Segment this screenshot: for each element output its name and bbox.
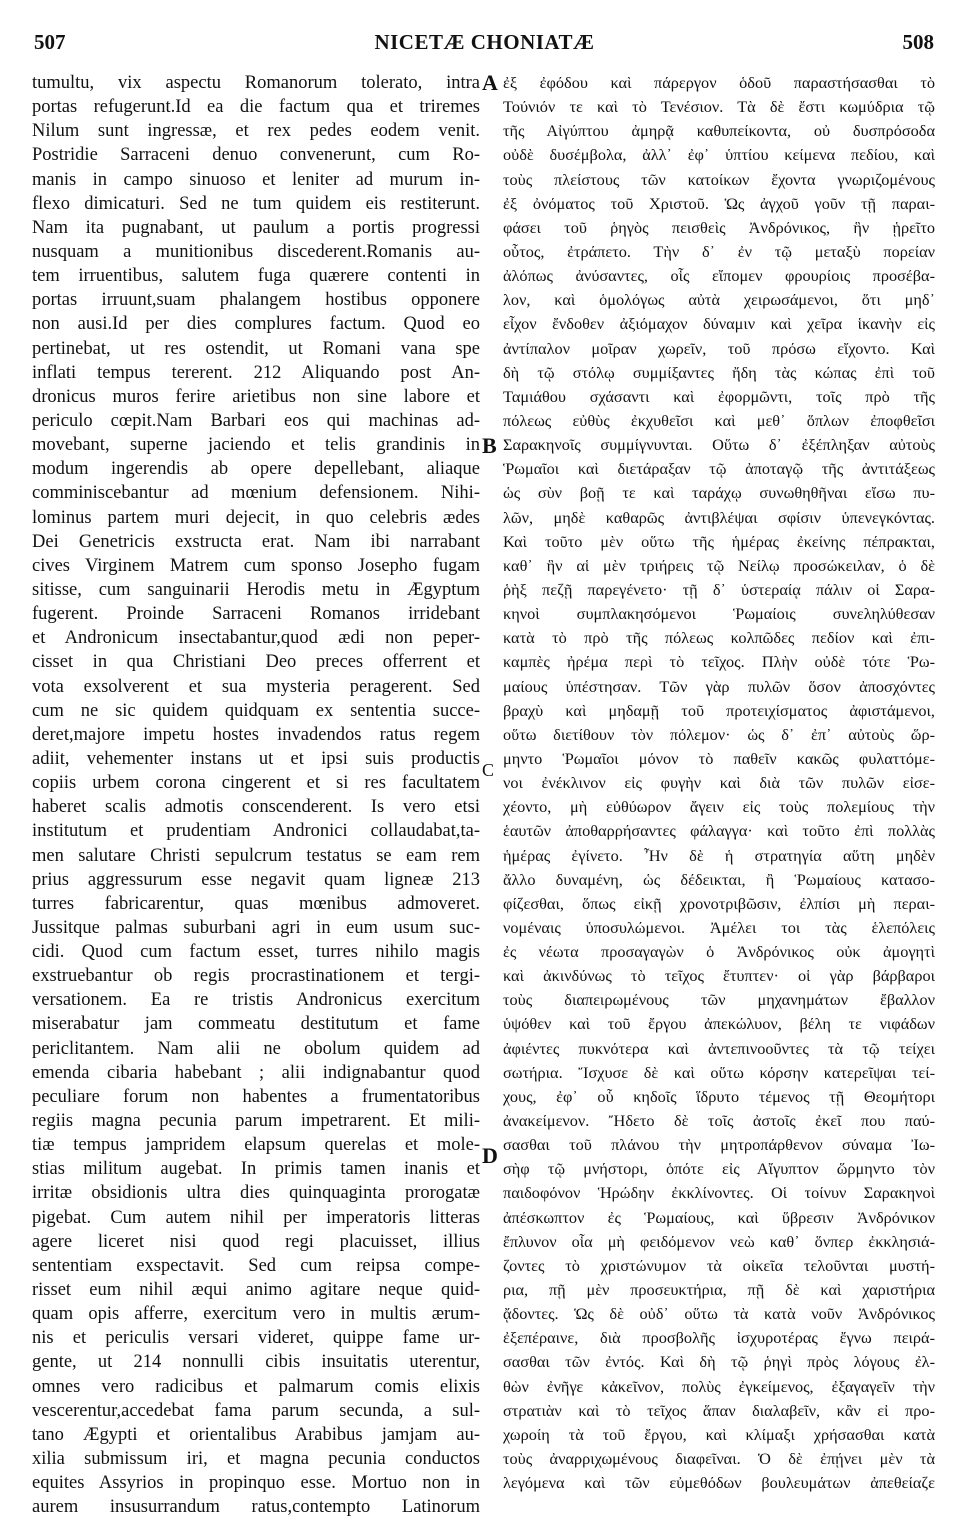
text-line: ἀντίπαλον μοῖραν χωρεῖν, τοῦ πρόσω εἴχοντο. Καὶ <box>503 338 935 358</box>
text-line: agere liceret nisi quod regi placuisset, illius <box>32 1231 480 1252</box>
text-line: σασθαι τοῦ πλάνου τὴν μητροπάρθενον σύναμα Ἰω- <box>503 1135 935 1155</box>
text-line: Jussitque palmas suburbani agri in eum usum suc- <box>32 917 480 938</box>
text-line: λον, καὶ ὁμολόγως αὐτὰ χειρωσάμενοι, ὅτι μηδ᾽ <box>503 290 935 310</box>
text-line: ρια, πῇ μὲν προσευκτήρια, πῇ δὲ καὶ χαριστήρια <box>503 1280 935 1300</box>
text-line: non ausi.Id per dies complures factum. Quod eo <box>32 314 480 335</box>
text-line: pigebat. Cum autem nihil per imperatoris litteras <box>32 1207 480 1228</box>
text-line: vescerentur,accedebat fama parum secunda, a sul- <box>32 1400 480 1421</box>
section-marker-a: A <box>482 70 498 95</box>
text-line: tumultu, vix aspectu Romanorum tolerato, intra <box>32 73 480 93</box>
text-line: flexo dimicaturi. Sed ne tum quidem eis restiterunt. <box>32 193 480 214</box>
text-line: οὕτω διετίθουν τὸν πόλεμον· ὡς δ᾽ ἐπ᾽ αὐτοὺς ὥρ- <box>503 724 935 744</box>
text-line: οὗτος, ἐτράπετο. Τὴν δ᾽ ἐν τῷ μεταξὺ πορείαν <box>503 241 935 261</box>
text-line: comminiscebantur ad mœnium defensionem. Nihi- <box>32 483 480 504</box>
text-line: ζοντες τὸ χριστώνυμον τὰ οἰκεῖα τελοῦνται μυστή- <box>503 1255 935 1275</box>
text-line: Postridie Sarraceni denuo convenerunt, cum Ro- <box>32 145 480 166</box>
running-title: NICETÆ CHONIATÆ <box>374 30 595 54</box>
text-line: risset eum nihil æqui animo agitare neque quid- <box>32 1280 480 1301</box>
text-line: Σαρακηνοῖς συμμίγνυνται. Οὕτω δ᾽ ἐξέπληξαν αὐτοὺς <box>503 435 935 455</box>
text-line: Ῥωμαῖοι καὶ διετάραξαν τῷ ἀποταγῷ τῆς ἀντιτάξεως <box>503 459 935 479</box>
text-line: omnes vero radicibus et palmarum comis elixis <box>32 1376 480 1397</box>
text-line: ἐς νέωτα προσαγαγὼν ὁ Ἀνδρόνικος οὐκ ἀμογητὶ <box>503 942 935 962</box>
text-line: dronicus muros ferire arietibus non sine labore et <box>32 386 480 407</box>
text-line: σωτήρια. Ἴσχυσε δὲ καὶ οὕτω κόρσην κατερεῖψαι τεί- <box>503 1062 935 1082</box>
text-line: cives Virginem Matrem cum sponso Josepho fugam <box>32 555 480 576</box>
text-line: ᾄδοντες. Ὡς δὲ οὐδ᾽ οὕτω τὰ κατὰ νοῦν Ἀνδρόνικος <box>503 1304 935 1324</box>
text-line: τοὺς πλείστους τῶν κατοίκων ἔχοντα γνωριζομένους <box>503 169 935 189</box>
text-line: πόλεως εὐθὺς ἐκχυθεῖσι καὶ μεθ᾽ ὅπλων ἐποφθεῖσι <box>503 410 935 430</box>
text-line: κατὰ τὸ πρὸ τῆς πόλεως κολπῶδες πεδίον καὶ ἐπι- <box>503 628 935 648</box>
text-line: sitisse, cum sanguinarii Herodis metu in Ægyptum <box>32 579 480 600</box>
text-line: pertinebat, ut res ostendit, ut Romani vana spe <box>32 338 480 359</box>
text-line: χωροίη τὰ τοῦ ἔργου, καὶ κλίμαξι χρήσασθαι κατὰ <box>503 1424 935 1444</box>
text-line: ἀπέσκωπτον ἐς Ῥωμαίους, καὶ ὕβρεσιν Ἀνδρόνικον <box>503 1207 935 1227</box>
text-line: adiit, vehementer instans ut et ipsi suis productis <box>32 748 480 769</box>
text-line: tiæ tempus jampridem elapsum querelas et mole- <box>32 1135 480 1156</box>
text-line: versationem. Ea re tristis Andronicus exercitum <box>32 990 480 1011</box>
page-header <box>0 30 969 60</box>
text-line: μαίους ὑπέστησαν. Τῶν γὰρ πυλῶν ὅσον ἀποσχόντες <box>503 676 935 696</box>
text-line: λεγόμενα καὶ τῶν εὐμεθόδων βουλευμάτων ἀπεθείαζε <box>503 1473 935 1493</box>
text-line: exstruebantur ob regis procrastinationem et tergi- <box>32 966 480 987</box>
text-line: σὴφ τῷ μνήστορι, ὁπότε εἰς Αἴγυπτον ὥρμηντο τὸν <box>503 1159 935 1179</box>
text-line: tem irruentibus, salutem fuga quærere contenti in <box>32 266 480 287</box>
text-line: nusquam a munitionibus discederent.Romanis au- <box>32 241 480 262</box>
text-line: ἐξεπέραινε, διὰ προσβολῆς ἰσχυροτέρας ἔγνω πειρά- <box>503 1328 935 1348</box>
text-line: inflati tempus tererent. 212 Aliquando post An- <box>32 362 480 383</box>
text-line: ὑψόθεν καὶ τοῦ ἔργου ἀπεκώλυον, βέλη τε νιφάδων <box>503 1014 935 1034</box>
text-line: νομέναις ὑποσυλώμενοι. Ἀμέλει τοι τὰς ἑλεπόλεις <box>503 917 935 937</box>
greek-column <box>503 71 935 1495</box>
text-line: portas refugerunt.Id ea die factum qua et triremes <box>32 97 480 118</box>
text-line: χέοντο, μὴ εὐθύωρον ἄγειν εἰς τοὺς πολεμίους τὴν <box>503 797 935 817</box>
text-line: βραχὺ καὶ μηδαμῇ τοῦ προτειχίσματος ἀφιστάμενοι, <box>503 700 935 720</box>
right-page-number: 508 <box>902 30 934 54</box>
text-line: gente, ut 214 nonnulli cibis insuitatis uterentur, <box>32 1352 480 1373</box>
text-line: Καὶ τοῦτο μὲν οὕτω τῆς ἡμέρας ἐκείνης πέπρακται, <box>503 531 935 551</box>
text-line: ἔπλυνον οἷα μὴ φειδόμενον νεὼ καθ᾽ ὅνπερ ἐκκλησιά- <box>503 1231 935 1251</box>
text-line: peculiare forum non habentes a frumentatoribus <box>32 1086 480 1107</box>
text-line: Dei Genetricis exstructa erat. Nam ibi narrabant <box>32 531 480 552</box>
text-line: Τούνιόν τε καὶ τὸ Τενέσιον. Τὰ δὲ ἔστι κωμύδρια τῷ <box>503 97 935 117</box>
text-line: τοὺς ἀναρριχωμένους διαφεῖναι. Ὁ δὲ ἐπῄνει μὲν τὰ <box>503 1449 935 1469</box>
text-line: Ταμιάθου σχάσαντι καὶ ἐφορμῶντι, τοῖς πρὸ τῆς <box>503 386 935 406</box>
text-line: τῆς Αἰγύπτου ἀμηρᾷ καθυπείκοντα, οὐ δυσπρόσοδα <box>503 121 935 141</box>
text-line: σασθαι τῶν ἐντός. Καὶ δὴ τῷ ῥηγὶ πρὸς λόγους ἐλ- <box>503 1352 935 1372</box>
text-line: ἀφιέντες πυκνότερα καὶ ἀντεπινοοῦντες τὰ τῷ τείχει <box>503 1038 935 1058</box>
text-line: εἶχον ἔνδοθεν ἀξιόμαχον δύναμιν καὶ χεῖρα ἱκανὴν εἰς <box>503 314 935 334</box>
text-line: ἀνακείμενον. Ἤδετο δὲ τοῖς ἀστοῖς ἐκεῖ που παύ- <box>503 1111 935 1131</box>
text-line: periculo cœpit.Nam Barbari eos qui machinas ad- <box>32 410 480 431</box>
text-line: ὡς σὺν βοῇ τε καὶ ταράχῳ συνωθηθῆναι εἴσω πυ- <box>503 483 935 503</box>
text-line: nis et periculis versari videret, quippe fame ur- <box>32 1328 480 1349</box>
text-line: λῶν, μηδὲ καθαρῶς ἀντιβλέψαι σφίσιν ὑπενεγκόντας. <box>503 507 935 527</box>
section-marker-d: D <box>482 1143 498 1168</box>
text-line: παιδοφόνον Ἡρώδην ἐκκλίνοντες. Οἱ τοίνυν Σαρακηνοὶ <box>503 1183 935 1203</box>
text-line: κηνοὶ συμπλακησόμενοι Ῥωμαίοις συνεληλύθεσαν <box>503 604 935 624</box>
text-line: portas irruunt,suam phalangem hostibus opponere <box>32 290 480 311</box>
text-line: cum ne sic quidem quidquam ex sententia succe- <box>32 700 480 721</box>
text-line: μηντο Ῥωμαῖοι μόνον τὸ παθεῖν κακῶς φυλαττόμε- <box>503 748 935 768</box>
text-line: Nam ita pugnabant, ut paulum a portis progressi <box>32 217 480 238</box>
text-line: χους, ἐφ᾽ οὗ κηδοῖς ἵδρυτο τέμενος τῇ Θεομήτορι <box>503 1086 935 1106</box>
section-marker-c: C <box>482 760 495 780</box>
text-line: miserabatur jam commeatu destitutum et fame <box>32 1014 480 1035</box>
text-line: cidi. Quod cum factum esset, turres nihilo magis <box>32 942 480 963</box>
text-line: movebant, superne jaciendo et telis grandinis in <box>32 435 480 456</box>
text-line: manis in campo sinuoso et leniter ad murum in- <box>32 169 480 190</box>
text-line: στρατιὰν καὶ τὸ τεῖχος ἅπαν διαλαβεῖν, κἂν εἰ προ- <box>503 1400 935 1420</box>
text-line: θὼν ἐνῆγε κἀκεῖνον, πολὺς ἐγκείμενος, ἐξαγαγεῖν τὴν <box>503 1376 935 1396</box>
text-line: ἡμέρας ἐγίνετο. Ἦν δὲ ἡ στρατηγία αὕτη μηδὲν <box>503 845 935 865</box>
text-line: ἀλόπως ἀνύσαντες, οἷς εἴπομεν φρουρίοις προσέβα- <box>503 266 935 286</box>
text-line: stias militum augebat. In primis tamen inanis et <box>32 1159 480 1180</box>
text-line: quam opis afferre, exercitum vero in multis ærum- <box>32 1304 480 1325</box>
section-marker-b: B <box>482 433 497 458</box>
text-line: Nilum sunt ingressæ, et rex pedes eodem venit. <box>32 121 480 142</box>
text-line: lominus partem muri dejecit, in quo celebris ædes <box>32 507 480 528</box>
text-line: vota exsolverent et sua mysteria peragerent. Sed <box>32 676 480 697</box>
text-line: deret,majore impetu hostes invadendos ratus regem <box>32 724 480 745</box>
text-line: copiis urbem corona cingerent et si res facultatem <box>32 773 480 794</box>
text-line: institutum et prudentiam Andronici collaudabat,ta- <box>32 821 480 842</box>
text-line: καμπὲς ἠρέμα περὶ τὸ τεῖχος. Πλὴν οὐδὲ τότε Ῥω- <box>503 652 935 672</box>
text-line: cisset in qua Christiani Deo preces offerrent et <box>32 652 480 673</box>
text-line: emenda cibaria habebant ; alii indignabantur quod <box>32 1062 480 1083</box>
text-line: οὐδὲ δυσέμβολα, ἀλλ᾽ ἐφ᾽ ὑπτίου κείμενα πεδίου, καὶ <box>503 145 935 165</box>
text-line: ἐξ ὀνόματος τοῦ Χριστοῦ. Ὡς ἀγχοῦ γοῦν τῇ παραι- <box>503 193 935 213</box>
text-line: aurem insusurrandum ratus,contempto Latinorum <box>32 1497 480 1518</box>
text-line: δὴ τῷ στόλῳ συμμίξαντες ἤδη τὰς κώπας ἐπὶ τοῦ <box>503 362 935 382</box>
text-line: καὶ ἀκινδύνως τὸ τεῖχος ἔτυπτεν· οἱ γὰρ βάρβαροι <box>503 966 935 986</box>
text-line: irritæ obsidionis ultra dies quinquaginta prorogatæ <box>32 1183 480 1204</box>
text-line: regiis magna pecunia parum impetrarent. Et mili- <box>32 1111 480 1132</box>
text-line: equites Assyrios in propinquo esse. Mortuo non in <box>32 1473 480 1494</box>
text-line: haberet scalis admotis conscenderent. Is vero etsi <box>32 797 480 818</box>
text-line: sententiam exspectavit. Sed cum reipsa compe- <box>32 1255 480 1276</box>
text-line: φάσει τοῦ ῥηγὸς πεισθεὶς Ἀνδρόνικος, ἣν ᾑρεῖτο <box>503 217 935 237</box>
text-line: et Andronicum insectabantur,quod ædi non peper- <box>32 628 480 649</box>
text-line: modum ingerendis ab opere depellebant, aliaque <box>32 459 480 480</box>
text-line: fugerent. Proinde Sarraceni Romanos irridebant <box>32 604 480 625</box>
text-line: turres fabricarentur, quas mœnibus admoveret. <box>32 893 480 914</box>
text-line: prius aggressurum esse negavit quam ligneæ 213 <box>32 869 480 890</box>
text-line: φίζεσθαι, ὅπως εἰκῇ χρονοτριβῶσιν, ἐλπίσι μὴ περαι- <box>503 893 935 913</box>
text-line: ἑαυτῶν ἀποθαρρήσαντες φάλαγγα· καὶ τοῦτο ἐπὶ πολλὰς <box>503 821 935 841</box>
text-line: xilia submissum iri, et magna pecunia conductos <box>32 1449 480 1470</box>
text-line: ἄλλο δυναμένη, ὡς δέδεικται, ἢ Ῥωμαίους κατασο- <box>503 869 935 889</box>
text-line: tano Ægypti et orientalibus Arabibus jamjam au- <box>32 1424 480 1445</box>
text-line: ῥὴξ πεζῇ παρεγένετο· τῇ δ᾽ ὑστεραίᾳ πάλιν οἱ Σαρα- <box>503 579 935 599</box>
text-line: men salutare Christi sepulcrum testatus se eam rem <box>32 845 480 866</box>
left-page-number: 507 <box>34 30 66 54</box>
text-line: καθ᾽ ἣν αἱ μὲν τριήρεις τῷ Νείλῳ προσώκειλαν, ὁ δὲ <box>503 555 935 575</box>
latin-column <box>32 71 480 1519</box>
text-line: ἐξ ἐφόδου καὶ πάρεργον ὁδοῦ παραστήσασθαι τὸ <box>503 73 935 92</box>
text-line: periclitantem. Nam alii ne obolum quidem ad <box>32 1038 480 1059</box>
text-line: νοι ἐνέκλινον εἰς φυγὴν καὶ διὰ τῶν πυλῶν εἰσε- <box>503 773 935 793</box>
text-line: τοὺς διαπειρωμένους τῶν μηχανημάτων ἔβαλλον <box>503 990 935 1010</box>
